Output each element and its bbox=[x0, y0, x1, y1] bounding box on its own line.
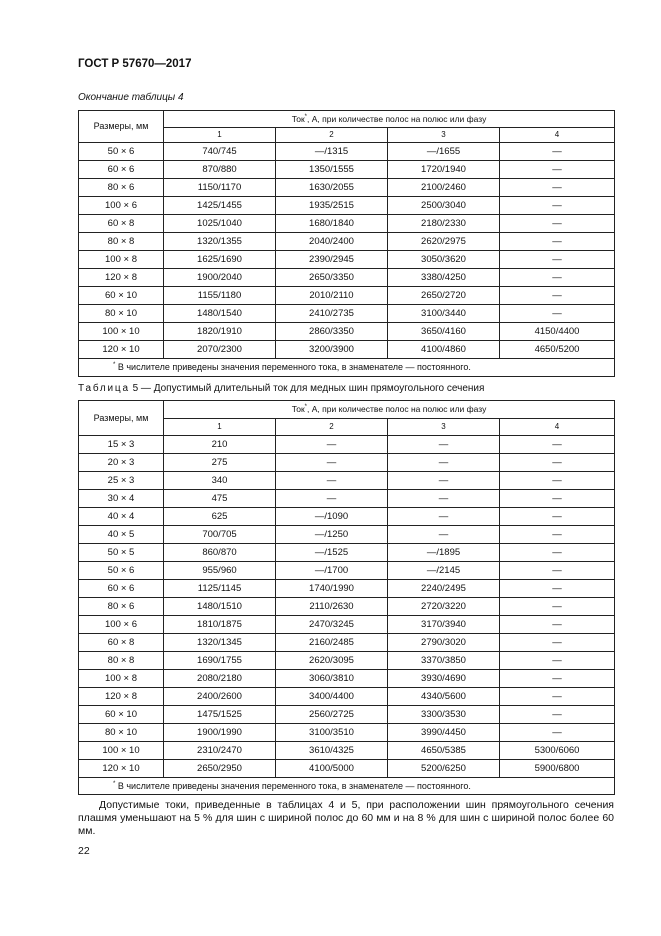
table-row bbox=[79, 526, 615, 544]
size-cell: 50 × 6 bbox=[79, 143, 164, 161]
value-3-strips: — bbox=[388, 526, 500, 544]
value-2-strips: —/1700 bbox=[276, 562, 388, 580]
value-3-strips: 4650/5385 bbox=[388, 742, 500, 760]
table-row bbox=[79, 508, 615, 526]
value-4-strips: — bbox=[500, 580, 615, 598]
value-2-strips: 2410/2735 bbox=[276, 305, 388, 323]
size-cell: 80 × 10 bbox=[79, 305, 164, 323]
value-1-strip: 1320/1355 bbox=[164, 233, 276, 251]
value-4-strips: — bbox=[500, 544, 615, 562]
value-3-strips: 2240/2495 bbox=[388, 580, 500, 598]
body-paragraph: Допустимые токи, приведенные в таблицах 4 и 5, при расположении шин прямоугольного сечения плашмя уменьшают на 5 % для шин с шириной полос до 60 мм и на 8 % для шин с шириной полос более 60 мм. bbox=[78, 799, 614, 837]
table-row bbox=[79, 197, 615, 215]
document-code: ГОСТ Р 57670—2017 bbox=[78, 58, 192, 70]
table-row bbox=[79, 287, 615, 305]
size-cell: 25 × 3 bbox=[79, 472, 164, 490]
size-cell: 100 × 10 bbox=[79, 742, 164, 760]
value-1-strip: 740/745 bbox=[164, 143, 276, 161]
value-3-strips: 3050/3620 bbox=[388, 251, 500, 269]
value-2-strips: 3610/4325 bbox=[276, 742, 388, 760]
value-2-strips: 2040/2400 bbox=[276, 233, 388, 251]
value-3-strips: — bbox=[388, 472, 500, 490]
value-2-strips: 2860/3350 bbox=[276, 323, 388, 341]
value-1-strip: 2650/2950 bbox=[164, 760, 276, 778]
strip-count-1: 1 bbox=[164, 419, 276, 436]
value-2-strips: — bbox=[276, 436, 388, 454]
value-1-strip: 700/705 bbox=[164, 526, 276, 544]
value-4-strips: — bbox=[500, 706, 615, 724]
value-4-strips: — bbox=[500, 490, 615, 508]
value-1-strip: 2080/2180 bbox=[164, 670, 276, 688]
size-cell: 100 × 8 bbox=[79, 670, 164, 688]
value-3-strips: — bbox=[388, 490, 500, 508]
value-3-strips: 3300/3530 bbox=[388, 706, 500, 724]
value-1-strip: 625 bbox=[164, 508, 276, 526]
strip-count-3: 3 bbox=[388, 419, 500, 436]
current-header-suffix: , А, при количестве полос на полюс или фазу bbox=[307, 404, 487, 415]
footnote-marker: * bbox=[304, 113, 308, 120]
value-3-strips: — bbox=[388, 508, 500, 526]
value-4-strips: — bbox=[500, 688, 615, 706]
footnote-star: * bbox=[113, 362, 116, 368]
value-1-strip: 1480/1540 bbox=[164, 305, 276, 323]
value-1-strip: 2070/2300 bbox=[164, 341, 276, 359]
value-1-strip: 1810/1875 bbox=[164, 616, 276, 634]
table-row bbox=[79, 742, 615, 760]
strip-count-3: 3 bbox=[388, 128, 500, 143]
value-4-strips: — bbox=[500, 598, 615, 616]
current-column-header bbox=[164, 401, 615, 419]
table-row bbox=[79, 305, 615, 323]
value-4-strips: — bbox=[500, 616, 615, 634]
size-cell: 80 × 8 bbox=[79, 652, 164, 670]
value-4-strips: — bbox=[500, 454, 615, 472]
table-row bbox=[79, 179, 615, 197]
value-1-strip: 860/870 bbox=[164, 544, 276, 562]
value-2-strips: 1740/1990 bbox=[276, 580, 388, 598]
value-4-strips: — bbox=[500, 269, 615, 287]
value-3-strips: — bbox=[388, 436, 500, 454]
value-3-strips: 3100/3440 bbox=[388, 305, 500, 323]
value-4-strips: 4650/5200 bbox=[500, 341, 615, 359]
value-1-strip: 1425/1455 bbox=[164, 197, 276, 215]
table5 bbox=[78, 400, 615, 795]
value-1-strip: 475 bbox=[164, 490, 276, 508]
footnote-star: * bbox=[113, 780, 116, 787]
value-3-strips: 5200/6250 bbox=[388, 760, 500, 778]
size-cell: 100 × 10 bbox=[79, 323, 164, 341]
size-cell: 100 × 8 bbox=[79, 251, 164, 269]
size-cell: 40 × 4 bbox=[79, 508, 164, 526]
strip-count-1: 1 bbox=[164, 128, 276, 143]
size-cell: 100 × 6 bbox=[79, 616, 164, 634]
table5-caption-text: — Допустимый длительный ток для медных шин прямоугольного сечения bbox=[138, 383, 485, 394]
table-row bbox=[79, 652, 615, 670]
size-cell: 120 × 10 bbox=[79, 760, 164, 778]
value-1-strip: 1820/1910 bbox=[164, 323, 276, 341]
size-cell: 80 × 6 bbox=[79, 598, 164, 616]
size-cell: 60 × 6 bbox=[79, 580, 164, 598]
value-2-strips: —/1525 bbox=[276, 544, 388, 562]
value-4-strips: — bbox=[500, 143, 615, 161]
value-3-strips: —/2145 bbox=[388, 562, 500, 580]
table-row bbox=[79, 251, 615, 269]
value-2-strips: 3200/3900 bbox=[276, 341, 388, 359]
size-cell: 100 × 6 bbox=[79, 197, 164, 215]
value-3-strips: 4340/5600 bbox=[388, 688, 500, 706]
value-2-strips: 3100/3510 bbox=[276, 724, 388, 742]
value-3-strips: 3930/4690 bbox=[388, 670, 500, 688]
table-row bbox=[79, 143, 615, 161]
table-row bbox=[79, 269, 615, 287]
value-4-strips: — bbox=[500, 179, 615, 197]
value-1-strip: 955/960 bbox=[164, 562, 276, 580]
value-4-strips: — bbox=[500, 305, 615, 323]
size-cell: 30 × 4 bbox=[79, 490, 164, 508]
strip-count-2: 2 bbox=[276, 419, 388, 436]
value-2-strips: 3400/4400 bbox=[276, 688, 388, 706]
table5-caption bbox=[78, 383, 484, 394]
value-1-strip: 1155/1180 bbox=[164, 287, 276, 305]
value-2-strips: 2560/2725 bbox=[276, 706, 388, 724]
size-cell: 120 × 8 bbox=[79, 688, 164, 706]
footnote-marker: * bbox=[304, 404, 308, 411]
value-3-strips: 3170/3940 bbox=[388, 616, 500, 634]
size-cell: 80 × 6 bbox=[79, 179, 164, 197]
table-row bbox=[79, 634, 615, 652]
value-2-strips: 1630/2055 bbox=[276, 179, 388, 197]
value-3-strips: 2500/3040 bbox=[388, 197, 500, 215]
table-row bbox=[79, 490, 615, 508]
value-1-strip: 1025/1040 bbox=[164, 215, 276, 233]
value-3-strips: 2720/3220 bbox=[388, 598, 500, 616]
value-3-strips: 2100/2460 bbox=[388, 179, 500, 197]
value-3-strips: 3380/4250 bbox=[388, 269, 500, 287]
value-1-strip: 2400/2600 bbox=[164, 688, 276, 706]
size-cell: 20 × 3 bbox=[79, 454, 164, 472]
value-1-strip: 870/880 bbox=[164, 161, 276, 179]
value-3-strips: 1720/1940 bbox=[388, 161, 500, 179]
table5-caption-word: Таблица bbox=[78, 383, 130, 394]
value-2-strips: 2620/3095 bbox=[276, 652, 388, 670]
value-4-strips: 4150/4400 bbox=[500, 323, 615, 341]
value-1-strip: 275 bbox=[164, 454, 276, 472]
value-4-strips: — bbox=[500, 197, 615, 215]
value-4-strips: — bbox=[500, 508, 615, 526]
value-3-strips: 3370/3850 bbox=[388, 652, 500, 670]
size-cell: 50 × 6 bbox=[79, 562, 164, 580]
current-column-header bbox=[164, 111, 615, 128]
table5-footnote bbox=[79, 778, 615, 795]
value-3-strips: 2650/2720 bbox=[388, 287, 500, 305]
value-1-strip: 2310/2470 bbox=[164, 742, 276, 760]
value-2-strips: 1680/1840 bbox=[276, 215, 388, 233]
current-header-suffix: , А, при количестве полос на полюс или фазу bbox=[307, 113, 487, 124]
value-2-strips: 2650/3350 bbox=[276, 269, 388, 287]
table-row bbox=[79, 688, 615, 706]
size-cell: 120 × 10 bbox=[79, 341, 164, 359]
value-3-strips: 2620/2975 bbox=[388, 233, 500, 251]
size-cell: 60 × 8 bbox=[79, 634, 164, 652]
value-4-strips: 5300/6060 bbox=[500, 742, 615, 760]
table-row bbox=[79, 670, 615, 688]
table-row bbox=[79, 724, 615, 742]
value-3-strips: 3990/4450 bbox=[388, 724, 500, 742]
value-4-strips: — bbox=[500, 562, 615, 580]
table-row bbox=[79, 233, 615, 251]
value-4-strips: — bbox=[500, 287, 615, 305]
value-2-strips: 2110/2630 bbox=[276, 598, 388, 616]
size-cell: 80 × 10 bbox=[79, 724, 164, 742]
value-1-strip: 1125/1145 bbox=[164, 580, 276, 598]
value-4-strips: — bbox=[500, 634, 615, 652]
value-2-strips: 1935/2515 bbox=[276, 197, 388, 215]
table-row bbox=[79, 454, 615, 472]
value-2-strips: — bbox=[276, 454, 388, 472]
value-4-strips: — bbox=[500, 670, 615, 688]
value-2-strips: 2010/2110 bbox=[276, 287, 388, 305]
table-row bbox=[79, 341, 615, 359]
value-2-strips: 3060/3810 bbox=[276, 670, 388, 688]
page-number: 22 bbox=[78, 845, 90, 857]
current-header-prefix: Ток bbox=[291, 404, 305, 415]
value-1-strip: 1625/1690 bbox=[164, 251, 276, 269]
value-3-strips: — bbox=[388, 454, 500, 472]
value-2-strips: — bbox=[276, 472, 388, 490]
value-2-strips: 4100/5000 bbox=[276, 760, 388, 778]
table-row bbox=[79, 544, 615, 562]
table-row bbox=[79, 580, 615, 598]
size-cell: 40 × 5 bbox=[79, 526, 164, 544]
size-cell: 50 × 5 bbox=[79, 544, 164, 562]
strip-count-2: 2 bbox=[276, 128, 388, 143]
table-row bbox=[79, 616, 615, 634]
table4 bbox=[78, 110, 615, 377]
value-4-strips: — bbox=[500, 436, 615, 454]
value-1-strip: 210 bbox=[164, 436, 276, 454]
table-row bbox=[79, 760, 615, 778]
value-3-strips: —/1655 bbox=[388, 143, 500, 161]
size-cell: 80 × 8 bbox=[79, 233, 164, 251]
size-cell: 120 × 8 bbox=[79, 269, 164, 287]
value-2-strips: —/1090 bbox=[276, 508, 388, 526]
value-1-strip: 1150/1170 bbox=[164, 179, 276, 197]
value-4-strips: — bbox=[500, 526, 615, 544]
strip-count-4: 4 bbox=[500, 419, 615, 436]
value-2-strips: 1350/1555 bbox=[276, 161, 388, 179]
value-2-strips: 2470/3245 bbox=[276, 616, 388, 634]
size-cell: 60 × 6 bbox=[79, 161, 164, 179]
value-3-strips: —/1895 bbox=[388, 544, 500, 562]
table-row bbox=[79, 161, 615, 179]
table4-footnote-text: В числителе приведены значения переменного тока, в знаменателе — постоянного. bbox=[117, 362, 471, 372]
table-row bbox=[79, 436, 615, 454]
value-2-strips: —/1250 bbox=[276, 526, 388, 544]
value-4-strips: — bbox=[500, 215, 615, 233]
value-4-strips: — bbox=[500, 472, 615, 490]
value-2-strips: — bbox=[276, 490, 388, 508]
value-4-strips: — bbox=[500, 161, 615, 179]
strip-count-4: 4 bbox=[500, 128, 615, 143]
current-header-prefix: Ток bbox=[291, 113, 305, 124]
size-cell: 60 × 10 bbox=[79, 287, 164, 305]
table-row bbox=[79, 215, 615, 233]
value-4-strips: — bbox=[500, 652, 615, 670]
table-row bbox=[79, 706, 615, 724]
value-3-strips: 3650/4160 bbox=[388, 323, 500, 341]
size-cell: 60 × 8 bbox=[79, 215, 164, 233]
table-row bbox=[79, 323, 615, 341]
value-1-strip: 1900/1990 bbox=[164, 724, 276, 742]
value-2-strips: —/1315 bbox=[276, 143, 388, 161]
value-4-strips: — bbox=[500, 724, 615, 742]
size-column-header: Размеры, мм bbox=[79, 111, 164, 143]
table5-footnote-text: В числителе приведены значения переменного тока, в знаменателе — постоянного. bbox=[117, 780, 471, 791]
value-3-strips: 2790/3020 bbox=[388, 634, 500, 652]
value-4-strips: — bbox=[500, 233, 615, 251]
table4-footnote bbox=[79, 359, 615, 377]
value-4-strips: 5900/6800 bbox=[500, 760, 615, 778]
table-row bbox=[79, 598, 615, 616]
table4-caption: Окончание таблицы 4 bbox=[78, 92, 184, 103]
value-3-strips: 2180/2330 bbox=[388, 215, 500, 233]
size-cell: 15 × 3 bbox=[79, 436, 164, 454]
value-1-strip: 1320/1345 bbox=[164, 634, 276, 652]
table5-caption-number: 5 bbox=[132, 383, 139, 394]
table-row bbox=[79, 472, 615, 490]
size-column-header: Размеры, мм bbox=[79, 401, 164, 436]
value-2-strips: 2160/2485 bbox=[276, 634, 388, 652]
size-cell: 60 × 10 bbox=[79, 706, 164, 724]
value-1-strip: 340 bbox=[164, 472, 276, 490]
value-1-strip: 1690/1755 bbox=[164, 652, 276, 670]
value-1-strip: 1900/2040 bbox=[164, 269, 276, 287]
table-row bbox=[79, 562, 615, 580]
value-2-strips: 2390/2945 bbox=[276, 251, 388, 269]
value-3-strips: 4100/4860 bbox=[388, 341, 500, 359]
value-4-strips: — bbox=[500, 251, 615, 269]
value-1-strip: 1475/1525 bbox=[164, 706, 276, 724]
value-1-strip: 1480/1510 bbox=[164, 598, 276, 616]
